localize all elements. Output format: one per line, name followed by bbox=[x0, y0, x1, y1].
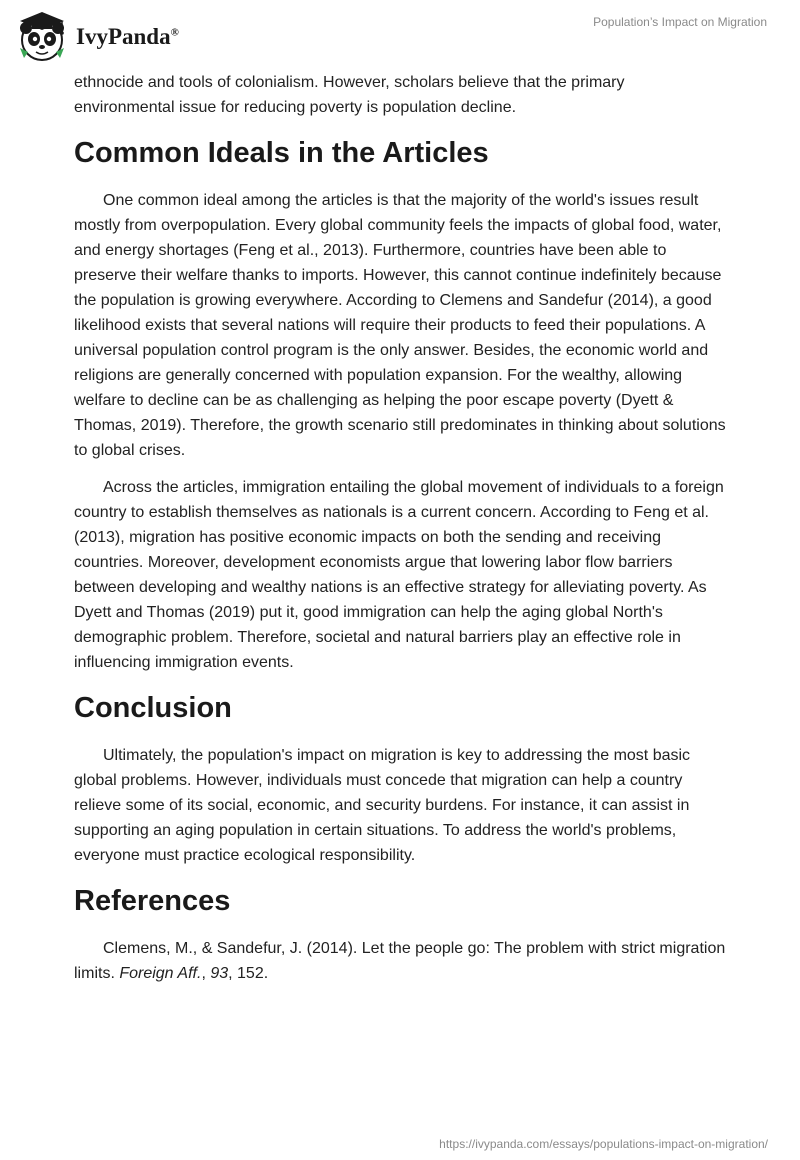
source-url[interactable]: https://ivypanda.com/essays/populations-impact-on-migration/ bbox=[439, 1137, 768, 1151]
running-title: Population’s Impact on Migration bbox=[593, 15, 767, 29]
intro-paragraph: ethnocide and tools of colonialism. However, scholars believe that the primary environmental issue for reducing poverty is population decline. bbox=[74, 74, 625, 116]
journal-volume: 93 bbox=[210, 965, 229, 982]
section-heading-conclusion: Conclusion bbox=[74, 692, 232, 724]
reference-entry: Clemens, M., & Sandefur, J. (2014). Let the people go: The problem with strict migration limits. Foreign Aff., 93, 152. bbox=[74, 940, 726, 982]
section-heading-references: References bbox=[74, 885, 231, 917]
paragraph: One common ideal among the articles is that the majority of the world's issues result mostly from overpopulation. Every global community feels the impacts of global food, water, and energy shortages (Feng et al., 2013). Furthermore, countries have been able to preserve their welfare thanks to imports. However, this cannot continue indefinitely because the population is growing everywhere. According to Clemens and Sandefur (2014), a good likelihood exists that several nations will require their products to feed their populations. A universal population control program is the only answer. Besides, the economic world and religions are generally concerned with population expansion. For the wealthy, allowing welfare to decline can be as challenging as helping the poor escape poverty (Dyett & Thomas, 2019). Therefore, the growth scenario still predominates in thinking about solutions to global crises. bbox=[74, 192, 726, 459]
essay-content bbox=[74, 70, 726, 998]
ivypanda-logo[interactable] bbox=[14, 8, 179, 64]
panda-graduate-icon bbox=[14, 8, 70, 64]
logo-wordmark: IvyPanda® bbox=[76, 24, 179, 49]
section-heading-common-ideals: Common Ideals in the Articles bbox=[74, 137, 489, 169]
paragraph: Across the articles, immigration entailing the global movement of individuals to a foreign country to establish themselves as nationals is a current concern. According to Feng et al. (2013), migration has positive economic impacts on both the sending and receiving countries. Moreover, development economists argue that lowering labor flow barriers between developing and wealthy nations is an effective strategy for alleviating poverty. As Dyett and Thomas (2019) put it, good immigration can help the aging global North's demographic problem. Therefore, societal and natural barriers play an effective role in influencing immigration events. bbox=[74, 479, 724, 671]
journal-title: Foreign Aff. bbox=[119, 965, 202, 982]
paragraph: Ultimately, the population's impact on migration is key to addressing the most basic global problems. However, individuals must concede that migration can help a country relieve some of its social, economic, and security burdens. For instance, it can assist in supporting an aging population in certain situations. To address the world's problems, everyone must practice ecological responsibility. bbox=[74, 747, 691, 864]
page-header bbox=[0, 0, 800, 70]
